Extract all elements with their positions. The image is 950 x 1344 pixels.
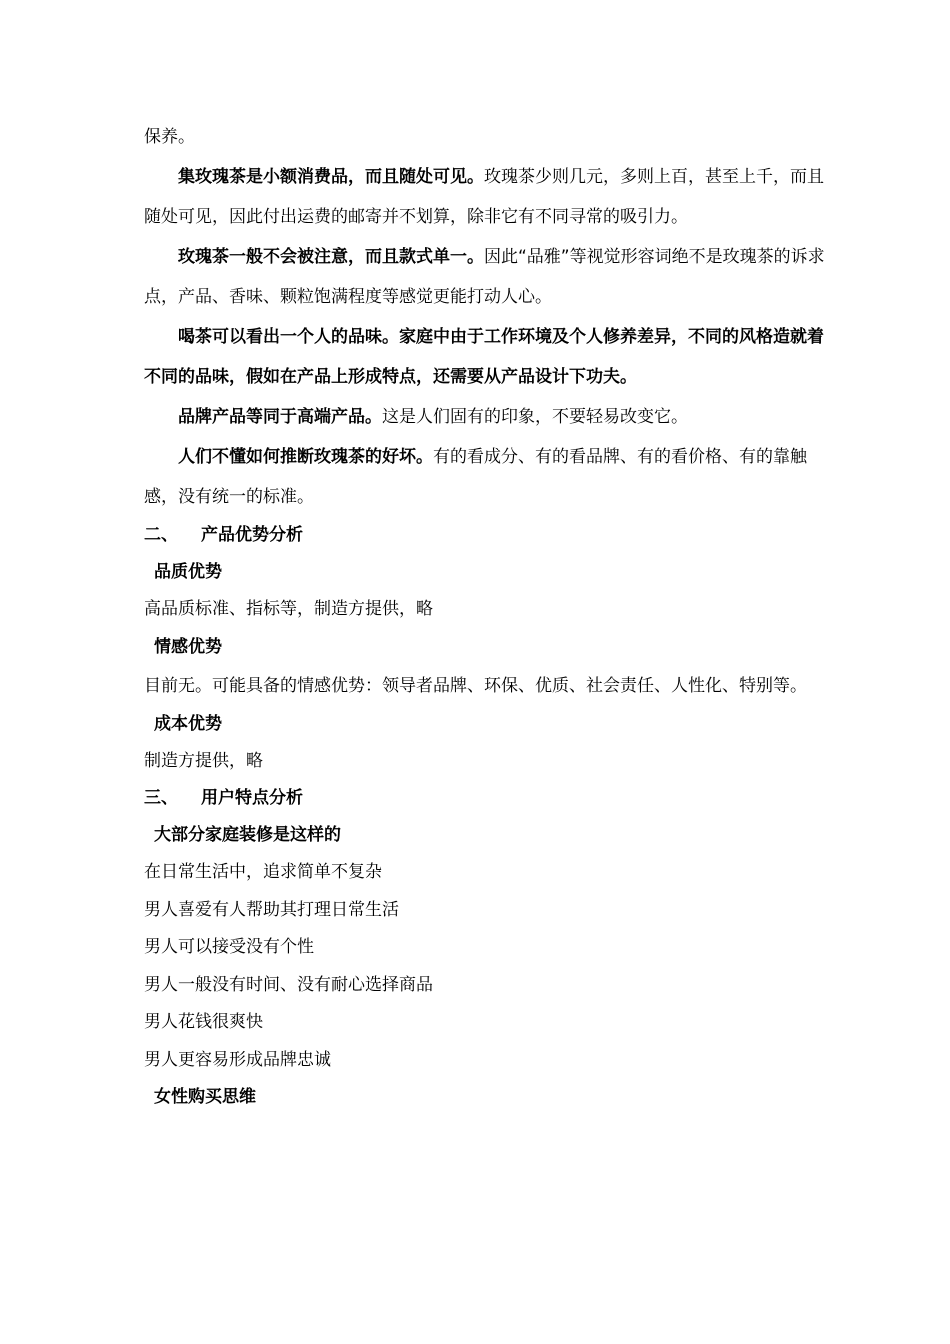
section-number: 三、 [144,788,178,808]
section-heading-product-advantage [144,517,834,554]
paragraph-lead: 玫瑰茶一般不会被注意，而且款式单一。 [178,247,484,267]
paragraph-lead: 喝茶可以看出一个人的品味。家庭中由于工作环境及个人修养差异，不同的风格造就着不同的品味，假如在产品上形成特点，还需要从产品设计下功夫。 [144,327,824,387]
paragraph-body: 有的看成分、有的看品牌、有的看价格、有的靠触感，没有统一的标准。 [144,447,807,507]
subheading-female-buying: 女性购买思维 [154,1087,256,1107]
paragraph-lead: 人们不懂如何推断玫瑰茶的好坏。 [178,447,433,467]
list-item: 男人更容易形成品牌忠诚 [144,1049,331,1070]
text-quality: 高品质标准、指标等，制造方提供，略 [144,599,433,619]
paragraph-small-consumable [144,157,834,237]
paragraph-judge-quality [144,437,834,517]
paragraph-lead: 品牌产品等同于高端产品。 [178,407,382,427]
paragraph-not-noticed [144,237,834,317]
text-emotion: 目前无。可能具备的情感优势：领导者品牌、环保、优质、社会责任、人性化、特别等。 [144,675,807,696]
paragraph-taste [144,317,834,397]
list-item: 男人花钱很爽快 [144,1012,263,1032]
text-cost: 制造方提供，略 [144,750,263,771]
paragraph-continuation: 保养。 [144,127,195,147]
paragraph-body: 因此“品雅”等视觉形容词绝不是玫瑰茶的诉求点，产品、香味、颗粒饱满程度等感觉更能打动人心。 [144,247,825,307]
section-title: 用户特点分析 [201,788,303,808]
document-page [144,117,834,1116]
subheading-cost: 成本优势 [154,713,222,734]
list-item: 男人一般没有时间、没有耐心选择商品 [144,974,433,995]
section-title: 产品优势分析 [201,525,303,545]
paragraph-lead: 集玫瑰茶是小额消费品，而且随处可见。 [178,167,484,187]
section-heading-user-analysis [144,780,834,817]
subheading-quality: 品质优势 [154,562,222,582]
paragraph-body: 玫瑰茶少则几元，多则上百，甚至上千，而且随处可见，因此付出运费的邮寄并不划算，除非它有不同寻常的吸引力。 [144,167,824,227]
list-item: 男人可以接受没有个性 [144,937,314,957]
section-number: 二、 [144,525,178,545]
subheading-emotion: 情感优势 [154,636,222,657]
paragraph-body: 这是人们固有的印象，不要轻易改变它。 [382,407,688,427]
list-item: 在日常生活中，追求简单不复杂 [144,862,382,882]
paragraph-brand-highend [144,397,834,437]
list-item: 男人喜爱有人帮助其打理日常生活 [144,899,399,920]
subheading-household: 大部分家庭装修是这样的 [154,825,341,845]
